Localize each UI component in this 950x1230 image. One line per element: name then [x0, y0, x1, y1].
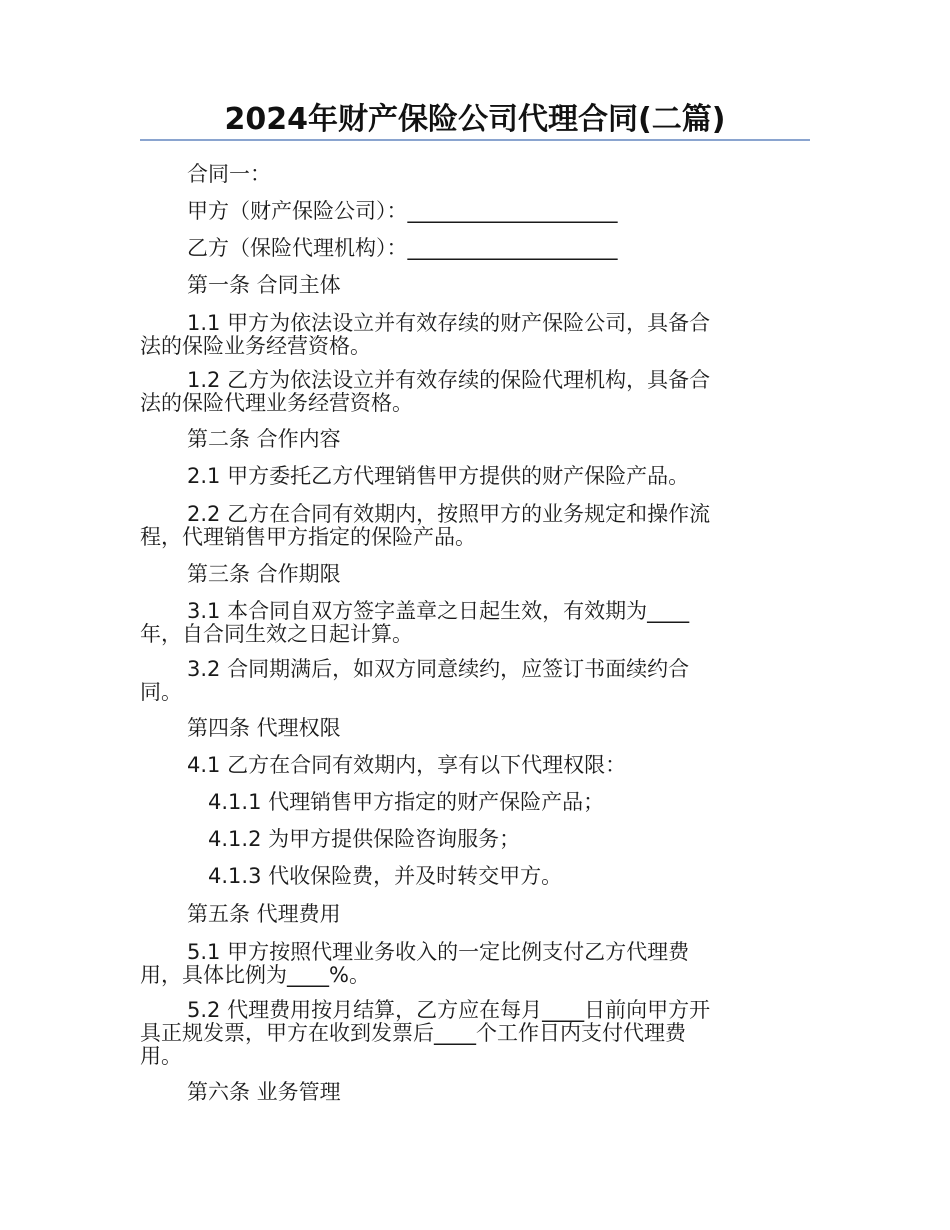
- article-heading: 第二条 合作内容: [187, 427, 341, 451]
- article-heading: 第五条 代理费用: [187, 902, 341, 926]
- clause-line: 4.1 乙方在合同有效期内，享有以下代理权限：: [187, 753, 627, 777]
- clause-continuation: 具正规发票，甲方在收到发票后____个工作日内支付代理费: [140, 1021, 686, 1045]
- clause-continuation: 用，具体比例为____%。: [140, 963, 370, 987]
- clause-continuation: 用。: [140, 1044, 182, 1068]
- sub-clause-line: 4.1.3 代收保险费，并及时转交甲方。: [208, 864, 563, 888]
- article-heading: 第六条 业务管理: [187, 1080, 341, 1104]
- clause-line: 3.2 合同期满后，如双方同意续约，应签订书面续约合: [187, 657, 690, 681]
- sub-clause-line: 4.1.2 为甲方提供保险咨询服务；: [208, 827, 521, 851]
- party-b-line: 乙方（保险代理机构）：____________________: [187, 236, 618, 260]
- clause-line: 2.1 甲方委托乙方代理销售甲方提供的财产保险产品。: [187, 464, 690, 488]
- clause-line: 1.2 乙方为依法设立并有效存续的保险代理机构，具备合: [187, 368, 711, 392]
- clause-continuation: 法的保险业务经营资格。: [140, 334, 371, 358]
- title-underline: [140, 139, 810, 141]
- clause-continuation: 同。: [140, 680, 182, 704]
- article-heading: 第一条 合同主体: [187, 273, 341, 297]
- sub-clause-line: 4.1.1 代理销售甲方指定的财产保险产品；: [208, 790, 605, 814]
- clause-line: 2.2 乙方在合同有效期内，按照甲方的业务规定和操作流: [187, 502, 711, 526]
- contract-heading: 合同一：: [187, 162, 271, 186]
- clause-continuation: 年，自合同生效之日起计算。: [140, 622, 413, 646]
- party-a-line: 甲方（财产保险公司）：____________________: [187, 199, 618, 223]
- clause-line: 3.1 本合同自双方签字盖章之日起生效，有效期为____: [187, 599, 690, 623]
- document-title: 2024年财产保险公司代理合同(二篇): [224, 102, 726, 137]
- clause-continuation: 程，代理销售甲方指定的保险产品。: [140, 525, 476, 549]
- article-heading: 第四条 代理权限: [187, 716, 341, 740]
- article-heading: 第三条 合作期限: [187, 562, 341, 586]
- clause-line: 5.1 甲方按照代理业务收入的一定比例支付乙方代理费: [187, 940, 690, 964]
- clause-line: 1.1 甲方为依法设立并有效存续的财产保险公司，具备合: [187, 311, 711, 335]
- clause-continuation: 法的保险代理业务经营资格。: [140, 391, 413, 415]
- clause-line: 5.2 代理费用按月结算，乙方应在每月____日前向甲方开: [187, 998, 711, 1022]
